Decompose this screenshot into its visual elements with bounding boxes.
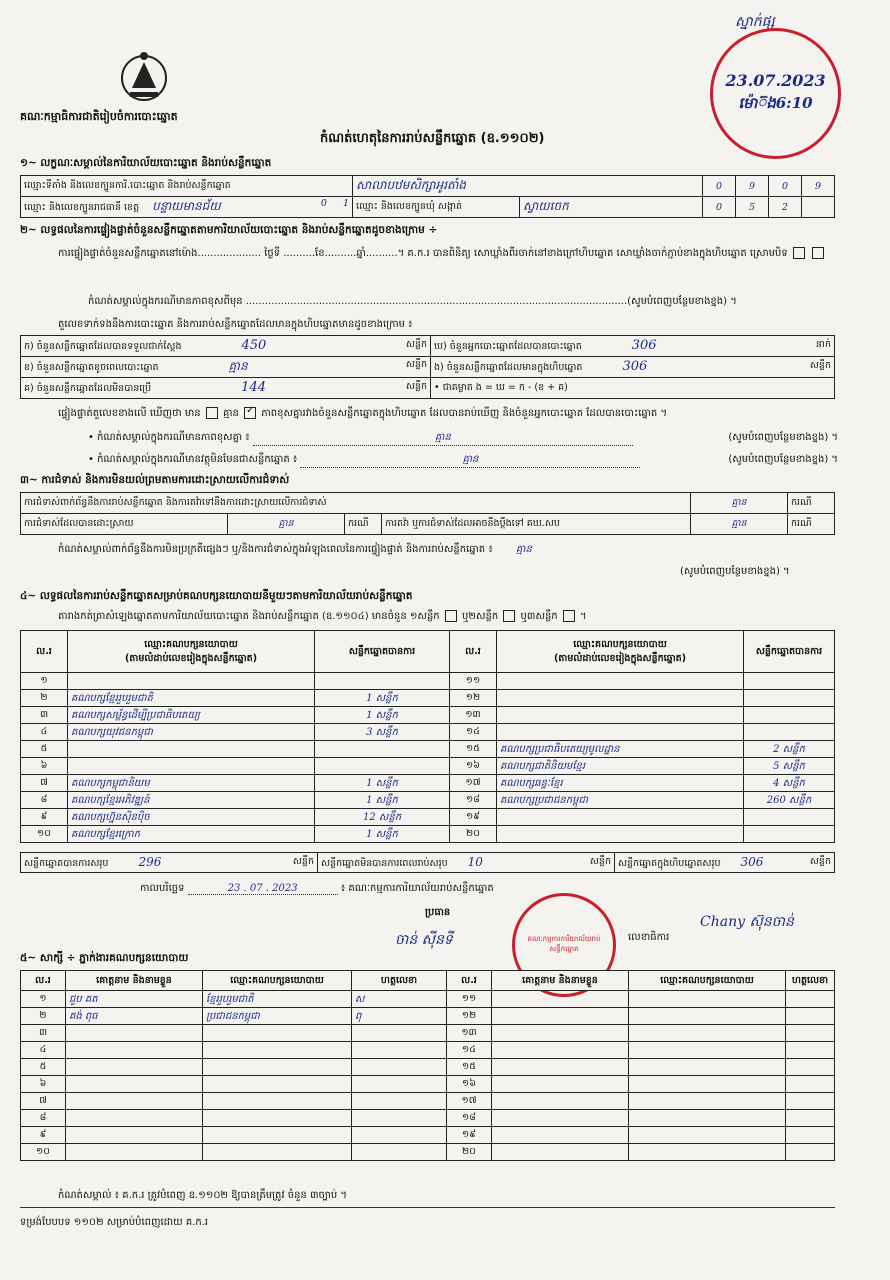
row-number: ៥ <box>21 741 68 758</box>
witness-signature <box>786 1093 835 1110</box>
witness-signature <box>352 1076 447 1093</box>
vote-count <box>744 707 835 724</box>
count-label: ង) ចំនួនសន្លឹកឆ្នោតដែលមានក្នុងហិបឆ្នោត <box>434 362 583 373</box>
witness-party <box>203 1144 352 1161</box>
party-name: គណបក្សជាតិនិយមខ្មែរ <box>497 758 744 775</box>
vote-count: 2 សន្លឹក <box>744 741 835 758</box>
org-name: គណៈកម្មាធិការជាតិរៀបចំការបោះឆ្នោត <box>20 110 178 123</box>
witness-signature <box>786 1042 835 1059</box>
commune-digit: 0 <box>703 197 736 218</box>
col-party: ឈ្មោះគណបក្សនយោបាយ <box>629 971 786 991</box>
total-box-label: សន្លឹកឆ្នោតក្នុងហិបឆ្នោតសរុប <box>618 857 721 869</box>
col-name: គោត្តនាម និងនាមខ្លួន <box>66 971 203 991</box>
note-a-value: គ្មាន <box>253 430 633 446</box>
witness-name <box>492 1144 629 1161</box>
count-unit: សន្លឹក <box>405 339 427 350</box>
footer-rule <box>20 1207 835 1208</box>
vote-count: 1 សន្លឹក <box>315 707 450 724</box>
checkbox-1-sheet[interactable] <box>445 610 457 622</box>
row-number: ១១ <box>450 673 497 690</box>
witness-party <box>629 1059 786 1076</box>
note-a <box>88 430 838 446</box>
witness-signature <box>352 1127 447 1144</box>
section3-note <box>58 542 838 557</box>
section2-para1-text: ការផ្ទៀងផ្ទាត់ចំនួនសន្លឹកឆ្នោតនៅម៉ោង.................... ថ្ងៃទី ..........ខែ..........ឆ្នាំ..........។ គ.ក.រ បានពិនិត្យ សោឃ្លាំងពីរចាក់នៅខាងក្រៅហិបឆ្នោត សោឃ្លាំងចាក់ភ្ជាប់ខាងក្នុងហិបឆ្នោត ស្រោមបិទ <box>58 248 788 259</box>
vote-count: 3 សន្លឹក <box>315 724 450 741</box>
witness-name <box>492 991 629 1008</box>
row-number: ៦ <box>21 1076 66 1093</box>
total-invalid-label: សន្លឹកឆ្នោតមិនបានការពេលរាប់សរុប <box>321 857 448 869</box>
vote-count <box>744 724 835 741</box>
province-digit: 0 <box>320 198 327 209</box>
section4-title: ៤~ លទ្ធផលនៃការរាប់សន្លឹកឆ្នោតសម្រាប់គណបក្សនយោបាយនីមួយៗតាមការិយាល័យរាប់សន្លឹកឆ្នោត <box>20 590 413 602</box>
count-unit: សន្លឹក <box>405 359 427 370</box>
count-label: ឃ) ចំនួនអ្នកបោះឆ្នោតដែលបានបោះឆ្នោត <box>434 341 582 352</box>
witness-signature <box>352 1110 447 1127</box>
witness-party <box>629 1008 786 1025</box>
witness-signature <box>352 1144 447 1161</box>
witness-signature <box>786 991 835 1008</box>
location-digit: 9 <box>802 176 835 197</box>
total-valid-value: 296 <box>138 854 162 869</box>
location-digit: 0 <box>769 176 802 197</box>
row-number: ៩ <box>21 809 68 826</box>
witness-name <box>66 1127 203 1144</box>
row-number: ៤ <box>21 1042 66 1059</box>
col-votes: សន្លឹកឆ្នោតបានការ <box>315 631 450 673</box>
table-row <box>21 775 835 792</box>
province-digits <box>321 198 349 209</box>
witness-party <box>629 1093 786 1110</box>
committee-stamp-text: គណៈកម្មការការិយាល័យរាប់សន្លឹកឆ្នោត <box>527 935 601 953</box>
vote-count <box>744 690 835 707</box>
witness-name <box>492 1076 629 1093</box>
witness-signature <box>352 1093 447 1110</box>
section2-title: ២~ លទ្ធផលនៃការផ្ទៀងផ្ទាត់ចំនួនសន្លឹកឆ្នោតតាមការិយាល័យបោះឆ្នោត និងរាប់សន្លឹកឆ្នោតដូចខាងក្រោម ÷ <box>20 224 438 236</box>
row-number: ១១ <box>447 991 492 1008</box>
secretary-label: លេខាធិការ <box>628 932 670 943</box>
party-name: គណបក្សហ្វ៊ុនស៊ិនប៉ិច <box>68 809 315 826</box>
note-a-suffix: (សូមបំពេញបន្ថែមខាងខ្នង) ។ <box>728 432 838 443</box>
row-number: ១០ <box>21 1144 66 1161</box>
party-name <box>497 724 744 741</box>
party-name: គណបក្សប្រជាជនកម្ពុជា <box>497 792 744 809</box>
row-number: ៧ <box>21 775 68 792</box>
footer-text: ទម្រង់បែបបទ ១១០២ សម្រាប់បំពេញដោយ គ.ក.រ <box>20 1217 209 1228</box>
witness-party: ប្រជាជនកម្ពុជា <box>203 1008 352 1025</box>
vote-count: 260 សន្លឹក <box>744 792 835 809</box>
row-number: ៩ <box>21 1127 66 1144</box>
checkbox[interactable] <box>793 247 805 259</box>
row-number: ១៨ <box>450 792 497 809</box>
witness-name <box>492 1110 629 1127</box>
chair-label: ប្រធាន <box>425 907 451 918</box>
total-box-unit: សន្លឹក <box>809 855 831 867</box>
col-name: គោត្តនាម និងនាមខ្លួន <box>492 971 629 991</box>
row-number: ៣ <box>21 707 68 724</box>
commune-digit: 5 <box>736 197 769 218</box>
table-row <box>21 991 835 1008</box>
objection-row1: ការជំទាស់ពាក់ព័ន្ធនឹងការរាប់សន្លឹកឆ្នោត និងការតវ៉ាទៅនឹងការដោះស្រាយលើការជំទាស់ <box>21 493 691 514</box>
witness-signature <box>786 1127 835 1144</box>
row-number: ១៤ <box>447 1042 492 1059</box>
note-b <box>88 452 838 468</box>
col-votes: សន្លឹកឆ្នោតបានការ <box>744 631 835 673</box>
secretary-signature: Chany ស៊ុនចាន់ <box>700 914 794 930</box>
witness-party <box>629 1110 786 1127</box>
totals-table <box>20 852 835 873</box>
row-number: ៨ <box>21 792 68 809</box>
vote-count: 1 សន្លឹក <box>315 792 450 809</box>
count-value: គ្មាន <box>228 359 248 373</box>
col-party <box>68 631 315 673</box>
count-label: គ) ចំនួនសន្លឹកឆ្នោតដែលមិនបានប្រើ <box>24 383 152 394</box>
vote-count <box>744 809 835 826</box>
col-no: ល.រ <box>21 631 68 673</box>
row-number: ១៥ <box>447 1059 492 1076</box>
table-row <box>21 1025 835 1042</box>
resolved-unit: ករណី <box>345 514 382 535</box>
vote-count: 1 សន្លឹក <box>315 690 450 707</box>
vote-count: 5 សន្លឹក <box>744 758 835 775</box>
party-name <box>68 673 315 690</box>
results-table <box>20 630 835 843</box>
col-no: ល.រ <box>21 971 66 991</box>
table-row <box>21 673 835 690</box>
table-row <box>21 1093 835 1110</box>
col-party-text: ឈ្មោះគណបក្សនយោបាយ <box>573 638 667 650</box>
stamp-time: ម៉ោ៊ង6:10 <box>738 94 813 112</box>
count-unit: សន្លឹក <box>809 360 831 371</box>
section1-title: ១~ លក្ខណៈសម្គាល់នៃការិយាល័យបោះឆ្នោត និងរាប់សន្លឹកឆ្នោត <box>20 157 272 169</box>
witness-party <box>203 1059 352 1076</box>
count-value: 306 <box>622 359 648 374</box>
appeal-unit: ករណី <box>788 514 835 535</box>
date-value: 23 . 07 . 2023 <box>188 883 338 895</box>
witness-signature <box>352 1042 447 1059</box>
province-label <box>21 197 353 218</box>
witness-name <box>492 1127 629 1144</box>
party-name: គណបក្សកម្ពុជានិយម <box>68 775 315 792</box>
party-name <box>68 758 315 775</box>
row-number: ១ <box>21 673 68 690</box>
party-name <box>497 690 744 707</box>
party-name: គណបក្សខ្មែរក្រោក <box>68 826 315 843</box>
commune-digit: 2 <box>769 197 802 218</box>
witness-party <box>203 1025 352 1042</box>
party-name: គណបក្សសម្ព័ន្ធដើម្បីប្រជាធិបតេយ្យ <box>68 707 315 724</box>
row-number: ២០ <box>447 1144 492 1161</box>
row-number: ១០ <box>21 826 68 843</box>
count-unit: សន្លឹក <box>405 381 427 392</box>
witness-name: គង់ ពុធ <box>66 1008 203 1025</box>
witness-party <box>629 1144 786 1161</box>
table-row <box>21 741 835 758</box>
counts-table <box>20 335 835 399</box>
checkbox[interactable] <box>812 247 824 259</box>
row-number: ២ <box>21 690 68 707</box>
party-name <box>68 741 315 758</box>
location-value: សាលាបឋមសិក្សាអូរតាំង <box>353 176 703 197</box>
location-digit: 9 <box>736 176 769 197</box>
vote-count <box>315 673 450 690</box>
objection-row1-value: គ្មាន <box>691 493 788 514</box>
col-no: ល.រ <box>447 971 492 991</box>
row-number: ១ <box>21 991 66 1008</box>
resolved-label: ការជំទាស់ដែលបានដោះស្រាយ <box>21 514 228 535</box>
section4-intro-b: ឬ២សន្លឹក <box>462 611 499 622</box>
witness-signature <box>786 1110 835 1127</box>
witness-name <box>492 1059 629 1076</box>
vote-count <box>744 673 835 690</box>
col-party-text: ឈ្មោះគណបក្សនយោបាយ <box>144 638 238 650</box>
total-invalid-unit: សន្លឹក <box>589 855 611 867</box>
witness-name <box>66 1042 203 1059</box>
section3-note-value: គ្មាន <box>515 544 532 555</box>
witness-name <box>492 1008 629 1025</box>
total-valid-label: សន្លឹកឆ្នោតបានការសរុប <box>24 857 109 869</box>
table-row <box>21 758 835 775</box>
party-name: គណបក្សប្រជាធិបតេយ្យមូលដ្ឋាន <box>497 741 744 758</box>
witness-party <box>203 1042 352 1059</box>
location-digit: 0 <box>703 176 736 197</box>
committee-label: ៖ គណៈកម្មការការិយាល័យរាប់សន្លឹកឆ្នោត <box>340 883 494 894</box>
col-signature: ហត្ថលេខា <box>352 971 447 991</box>
objection-unit: ករណី <box>788 493 835 514</box>
discrepancy-text: ផ្ទៀងផ្ទាត់តួលេខខាងលើ ឃើញថា មាន <box>58 408 201 419</box>
witness-name <box>492 1042 629 1059</box>
witness-name <box>66 1025 203 1042</box>
witness-note: កំណត់សម្គាល់ ៖ គ.ក.រ ត្រូវបំពេញ ឧ.១១០២ ឱ្យបានត្រឹមត្រូវ ចំនួន ៣ច្បាប់ ។ <box>58 1190 347 1201</box>
col-party <box>497 631 744 673</box>
date-stamp <box>710 28 841 159</box>
total-invalid-value: 10 <box>467 854 483 869</box>
party-name <box>497 707 744 724</box>
count-value: 306 <box>631 338 657 353</box>
count-label: ខ) ចំនួនសន្លឹកឆ្នោតខូចពេលបោះឆ្នោត <box>24 362 159 373</box>
witness-name <box>492 1093 629 1110</box>
section4-intro: តារាងកត់ត្រាសំឡេងឆ្នោតតាមការិយាល័យបោះឆ្នោត និងរាប់សន្លឹកឆ្នោត (ឧ.១១០៤) មានចំនួន ១សន្លឹក ឬ២សន្លឹក ឬ៣សន្លឹក ។ <box>58 611 587 622</box>
province-label-text: ឈ្មោះ និងលេខក្បួនរាជធានី ខេត្ត <box>24 202 140 213</box>
date-line <box>140 881 494 896</box>
option-none-label: គ្មាន <box>223 408 239 419</box>
note-b-label: • កំណត់សម្គាល់ក្នុងករណីមានវត្ថុមិនមែនជាសន្លឹកឆ្នោត ៖ <box>88 454 298 465</box>
table-row <box>21 1076 835 1093</box>
objections-table <box>20 492 835 535</box>
form-title: កំណត់ហេតុនៃការរាប់សន្លឹកឆ្នោត (ឧ.១១០២) <box>320 131 545 146</box>
witness-signature: ពុ <box>352 1008 447 1025</box>
vote-count: 12 សន្លឹក <box>315 809 450 826</box>
appeal-label: ការតវ៉ា ឬការជំទាស់ដែលអាចនឹងប្តឹងទៅ គឃ.សប <box>382 514 691 535</box>
col-party: ឈ្មោះគណបក្សនយោបាយ <box>203 971 352 991</box>
table-row <box>21 707 835 724</box>
party-name <box>497 673 744 690</box>
count-unit: នាក់ <box>815 339 831 350</box>
vote-count <box>315 741 450 758</box>
witness-party <box>629 1127 786 1144</box>
vote-count <box>315 758 450 775</box>
resolved-value: គ្មាន <box>228 514 345 535</box>
witness-signature <box>352 1025 447 1042</box>
row-number: ១៤ <box>450 724 497 741</box>
party-name: គណបក្សយុវជនកម្ពុជា <box>68 724 315 741</box>
witness-party <box>203 1093 352 1110</box>
witness-party <box>203 1076 352 1093</box>
row-number: ១៦ <box>450 758 497 775</box>
table-row <box>21 1127 835 1144</box>
stamp-date: 23.07.2023 <box>725 71 826 90</box>
witness-table <box>20 970 835 1161</box>
witness-party <box>203 1110 352 1127</box>
table-row <box>21 1144 835 1161</box>
table-row <box>21 1059 835 1076</box>
section1-table <box>20 175 835 218</box>
vote-count: 1 សន្លឹក <box>315 775 450 792</box>
province-digit: 1 <box>342 198 349 209</box>
section2-para1 <box>58 244 848 264</box>
section3-note-text: កំណត់សម្គាល់ពាក់ព័ន្ធនឹងការមិនប្រក្រតីផ្សេងៗ ឬ/និងការជំទាស់ក្នុងអំឡុងពេលនៃការផ្ទៀងផ្ទាត់ និងការរាប់សន្លឹកឆ្នោត ៖ <box>58 544 493 555</box>
table-row <box>21 1042 835 1059</box>
section5-title: ៥~ សាក្សី ÷ ភ្នាក់ងារគណបក្សនយោបាយ <box>20 952 189 964</box>
top-right-note: ស្នាក់ផ្ស <box>735 14 775 30</box>
row-number: ១៧ <box>450 775 497 792</box>
formula: • ជាគម្លាត ង = ឃ = ក - (ខ + គ) <box>434 382 568 393</box>
vote-count: 1 សន្លឹក <box>315 826 450 843</box>
location-label: ឈ្មោះទីតាំង និងលេខក្បួនការិ.បោះឆ្នោត និងរាប់សន្លឹកឆ្នោត <box>21 176 353 197</box>
col-no: ល.រ <box>450 631 497 673</box>
emblem-logo <box>118 48 170 106</box>
table-row <box>21 1110 835 1127</box>
table-row <box>21 809 835 826</box>
vote-count: 4 សន្លឹក <box>744 775 835 792</box>
table-row <box>21 690 835 707</box>
row-number: ៣ <box>21 1025 66 1042</box>
witness-signature <box>786 1008 835 1025</box>
row-number: ១៣ <box>447 1025 492 1042</box>
appeal-value: គ្មាន <box>691 514 788 535</box>
row-number: ៥ <box>21 1059 66 1076</box>
section3-note-suffix: (សូមបំពេញបន្ថែមខាងខ្នង) ។ <box>680 566 790 577</box>
section3-title: ៣~ ការជំទាស់ និងការមិនយល់ព្រមតាមការដោះស្រាយលើការជំទាស់ <box>20 474 290 486</box>
discrepancy-rest: ភាពខុសគ្នារវាងចំនួនសន្លឹកឆ្នោតក្នុងហិបឆ្នោត ដែលបានរាប់ឃើញ និងចំនួនអ្នកបោះឆ្នោត ដែលបានបោះឆ្នោត ។ <box>261 408 668 419</box>
witness-name <box>66 1144 203 1161</box>
party-name: គណបក្សខ្មែររួបរួមជាតិ <box>68 690 315 707</box>
note-b-value: គ្មាន <box>300 452 640 468</box>
section2-para3: តួលេខទាក់ទងនឹងការបោះឆ្នោត និងការរាប់សន្លឹកឆ្នោតដែលមានក្នុងហិបឆ្នោតមានដូចខាងក្រោម ៖ <box>58 319 413 330</box>
row-number: ១៨ <box>447 1110 492 1127</box>
row-number: ១៧ <box>447 1093 492 1110</box>
witness-party <box>629 1025 786 1042</box>
witness-name <box>66 1059 203 1076</box>
table-row <box>21 792 835 809</box>
witness-name <box>66 1093 203 1110</box>
witness-party <box>629 1042 786 1059</box>
col-party-sub: (តាមលំដាប់លេខរៀងក្នុងសន្លឹកឆ្នោត) <box>124 652 258 664</box>
row-number: ៤ <box>21 724 68 741</box>
section2-para2: កំណត់សម្គាល់ក្នុងករណីមានភាពខុសពីមុន ........................................................................................................................(សូមបំពេញបន្ថែមខាងខ្នង) ។ <box>88 296 737 307</box>
row-number: ១៩ <box>447 1127 492 1144</box>
col-party-sub: (តាមលំដាប់លេខរៀងក្នុងសន្លឹកឆ្នោត) <box>553 652 687 664</box>
table-row <box>21 826 835 843</box>
commune-label: ឈ្មោះ និងលេខក្បួនឃុំ សង្កាត់ <box>353 197 520 218</box>
row-number: ១២ <box>450 690 497 707</box>
party-name: គណបក្សឆន្ទៈខ្មែរ <box>497 775 744 792</box>
witness-name <box>66 1110 203 1127</box>
discrepancy-line <box>58 406 667 421</box>
witness-signature <box>352 1059 447 1076</box>
row-number: ២០ <box>450 826 497 843</box>
witness-party <box>629 1076 786 1093</box>
row-number: ១៦ <box>447 1076 492 1093</box>
witness-name: ជួប គត <box>66 991 203 1008</box>
party-name: គណបក្សខ្មែរអភិវឌ្ឍន៍ <box>68 792 315 809</box>
count-value: 144 <box>241 380 266 395</box>
note-a-label: • កំណត់សម្គាល់ក្នុងករណីមានភាពខុសគ្នា ៖ <box>88 432 250 443</box>
chair-signature: ចាន់ សុីនទី <box>395 932 453 948</box>
table-row <box>21 1008 835 1025</box>
province-value: បន្ទាយមានជ័យ <box>152 199 221 213</box>
row-number: ១២ <box>447 1008 492 1025</box>
note-b-suffix: (សូមបំពេញបន្ថែមខាងខ្នង) ។ <box>728 454 838 465</box>
count-value: 450 <box>241 338 267 353</box>
row-number: ១៩ <box>450 809 497 826</box>
col-signature: ហត្ថលេខា <box>786 971 835 991</box>
vote-count <box>744 826 835 843</box>
table-row <box>21 724 835 741</box>
witness-signature <box>786 1144 835 1161</box>
commune-value: ស្វាយចេក <box>520 197 703 218</box>
witness-signature <box>786 1076 835 1093</box>
row-number: ១៥ <box>450 741 497 758</box>
party-name <box>497 809 744 826</box>
row-number: ៧ <box>21 1093 66 1110</box>
total-box-value: 306 <box>740 854 764 869</box>
witness-signature <box>786 1025 835 1042</box>
date-label: កាលបរិច្ឆេទ <box>140 883 185 894</box>
section4-intro-text: តារាងកត់ត្រាសំឡេងឆ្នោតតាមការិយាល័យបោះឆ្នោត និងរាប់សន្លឹកឆ្នោត (ឧ.១១០៤) មានចំនួន ១សន្លឹក <box>58 611 440 622</box>
row-number: ១៣ <box>450 707 497 724</box>
row-number: ៨ <box>21 1110 66 1127</box>
section4-intro-c: ឬ៣សន្លឹក <box>520 611 558 622</box>
witness-party <box>203 1127 352 1144</box>
row-number: ៦ <box>21 758 68 775</box>
witness-name <box>66 1076 203 1093</box>
witness-party <box>629 991 786 1008</box>
checkbox-yes[interactable] <box>206 407 218 419</box>
party-name <box>497 826 744 843</box>
count-label: ក) ចំនួនសន្លឹកឆ្នោតដែលបានទទួលជាក់ស្តែង <box>24 341 182 352</box>
checkbox-none[interactable] <box>244 407 256 419</box>
witness-signature <box>786 1059 835 1076</box>
witness-party: ខ្មែររួបរួមជាតិ <box>203 991 352 1008</box>
witness-signature: ស <box>352 991 447 1008</box>
checkbox-3-sheets[interactable] <box>563 610 575 622</box>
row-number: ២ <box>21 1008 66 1025</box>
witness-name <box>492 1025 629 1042</box>
checkbox-2-sheets[interactable] <box>503 610 515 622</box>
total-valid-unit: សន្លឹក <box>292 855 314 867</box>
